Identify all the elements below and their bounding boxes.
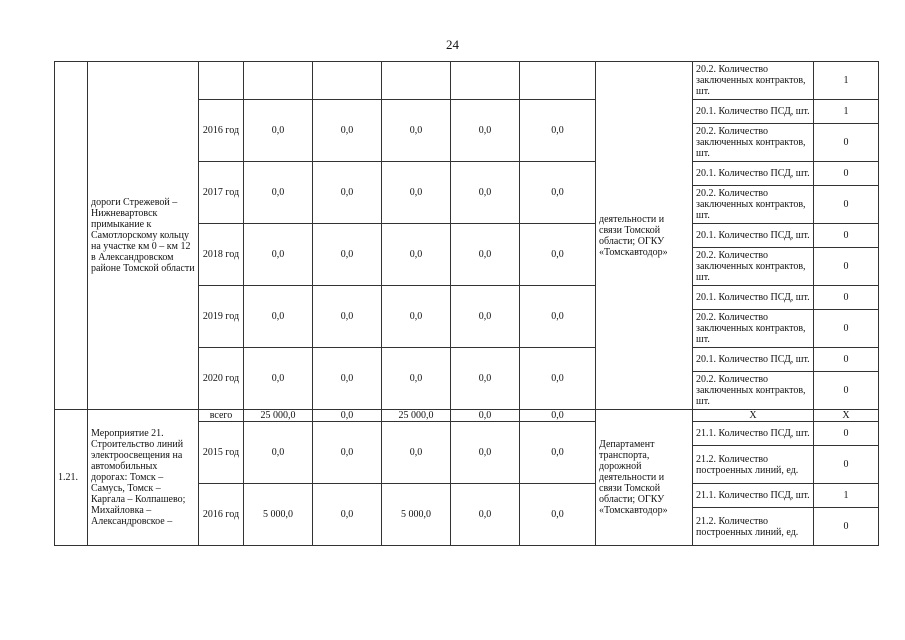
executor-cell: деятельности и связи Томской области; ОГКУ «Томскавтодор»	[596, 62, 693, 410]
amount-cell: 0,0	[244, 224, 313, 286]
year-cell: 2015 год	[199, 422, 244, 484]
indicator-value: 0	[814, 422, 879, 446]
indicator-name: 21.2. Количество построенных линий, ед.	[693, 508, 814, 546]
amount-cell: 0,0	[313, 100, 382, 162]
amount-cell: 0,0	[520, 348, 596, 410]
amount-cell: 0,0	[451, 484, 520, 546]
indicator-name: 20.2. Количество заключенных контрактов, шт.	[693, 310, 814, 348]
amount-cell: 0,0	[382, 422, 451, 484]
indicator-name: 20.1. Количество ПСД, шт.	[693, 348, 814, 372]
amount-cell: 0,0	[244, 162, 313, 224]
indicator-value: 1	[814, 62, 879, 100]
indicator-name: Х	[693, 410, 814, 422]
indicator-name: 20.2. Количество заключенных контрактов, шт.	[693, 124, 814, 162]
indicator-value: 0	[814, 248, 879, 286]
amount-cell: 0,0	[244, 286, 313, 348]
amount-cell: 5 000,0	[244, 484, 313, 546]
indicator-value: 0	[814, 310, 879, 348]
amount-cell: 0,0	[451, 410, 520, 422]
indicator-value: 1	[814, 484, 879, 508]
indicator-name: 20.2. Количество заключенных контрактов, шт.	[693, 248, 814, 286]
year-cell: 2018 год	[199, 224, 244, 286]
indicator-value: 0	[814, 124, 879, 162]
indicator-value: 0	[814, 508, 879, 546]
indicator-name: 21.1. Количество ПСД, шт.	[693, 484, 814, 508]
indicator-name: 21.1. Количество ПСД, шт.	[693, 422, 814, 446]
amount-cell: 0,0	[451, 422, 520, 484]
amount-cell: 0,0	[451, 100, 520, 162]
page-number: 24	[446, 37, 459, 52]
indicator-value: 0	[814, 286, 879, 310]
amount-cell: 0,0	[382, 224, 451, 286]
indicator-value: 0	[814, 186, 879, 224]
amount-cell: 0,0	[313, 348, 382, 410]
indicator-name: 20.1. Количество ПСД, шт.	[693, 100, 814, 124]
row-number-cell	[55, 62, 88, 410]
amount-cell: 0,0	[520, 162, 596, 224]
amount-cell: 0,0	[382, 162, 451, 224]
amount-cell: 0,0	[520, 286, 596, 348]
amount-cell: 0,0	[451, 162, 520, 224]
amount-cell: 0,0	[451, 224, 520, 286]
amount-cell: 25 000,0	[382, 410, 451, 422]
event-name-cell: дороги Стрежевой – Нижневартовск примыкание к Самотлорскому кольцу на участке км 0 – км 12 в Александровском районе Томской области	[88, 62, 199, 410]
year-cell: 2016 год	[199, 484, 244, 546]
amount-cell: 0,0	[313, 484, 382, 546]
amount-cell: 25 000,0	[244, 410, 313, 422]
indicator-name: 20.1. Количество ПСД, шт.	[693, 224, 814, 248]
budget-table	[54, 61, 879, 546]
amount-cell: 0,0	[244, 100, 313, 162]
amount-cell: 0,0	[313, 422, 382, 484]
executor-cell: Департамент транспорта, дорожной деятельности и связи Томской области; ОГКУ «Томскавтодор»	[596, 410, 693, 546]
indicator-value: 0	[814, 348, 879, 372]
indicator-value: Х	[814, 410, 879, 422]
amount-cell: 0,0	[313, 410, 382, 422]
amount-cell: 0,0	[520, 224, 596, 286]
amount-cell: 0,0	[382, 286, 451, 348]
indicator-value: 0	[814, 162, 879, 186]
amount-cell: 0,0	[313, 286, 382, 348]
year-cell: всего	[199, 410, 244, 422]
indicator-value: 1	[814, 100, 879, 124]
indicator-name: 20.2. Количество заключенных контрактов, шт.	[693, 186, 814, 224]
amount-cell: 0,0	[520, 484, 596, 546]
amount-cell: 0,0	[520, 100, 596, 162]
year-cell: 2017 год	[199, 162, 244, 224]
amount-cell: 0,0	[313, 162, 382, 224]
amount-cell: 0,0	[382, 100, 451, 162]
indicator-name: 20.1. Количество ПСД, шт.	[693, 286, 814, 310]
year-cell: 2020 год	[199, 348, 244, 410]
indicator-name: 21.2. Количество построенных линий, ед.	[693, 446, 814, 484]
amount-cell: 5 000,0	[382, 484, 451, 546]
amount-cell: 0,0	[382, 348, 451, 410]
indicator-value: 0	[814, 224, 879, 248]
amount-cell: 0,0	[244, 422, 313, 484]
indicator-value: 0	[814, 372, 879, 410]
year-cell: 2019 год	[199, 286, 244, 348]
indicator-name: 20.2. Количество заключенных контрактов, шт.	[693, 372, 814, 410]
amount-cell: 0,0	[313, 224, 382, 286]
indicator-name: 20.2. Количество заключенных контрактов, шт.	[693, 62, 814, 100]
amount-cell: 0,0	[520, 422, 596, 484]
indicator-name: 20.1. Количество ПСД, шт.	[693, 162, 814, 186]
indicator-value: 0	[814, 446, 879, 484]
amount-cell: 0,0	[520, 410, 596, 422]
row-number-cell: 1.21.	[55, 410, 88, 546]
amount-cell: 0,0	[451, 348, 520, 410]
amount-cell: 0,0	[244, 348, 313, 410]
year-cell: 2016 год	[199, 100, 244, 162]
amount-cell: 0,0	[451, 286, 520, 348]
event-name-cell: Мероприятие 21. Строительство линий электроосвещения на автомобильных дорогах: Томск – Самусь, Томск – Каргала – Колпашево; Михайловка – Александровское –	[88, 410, 199, 546]
